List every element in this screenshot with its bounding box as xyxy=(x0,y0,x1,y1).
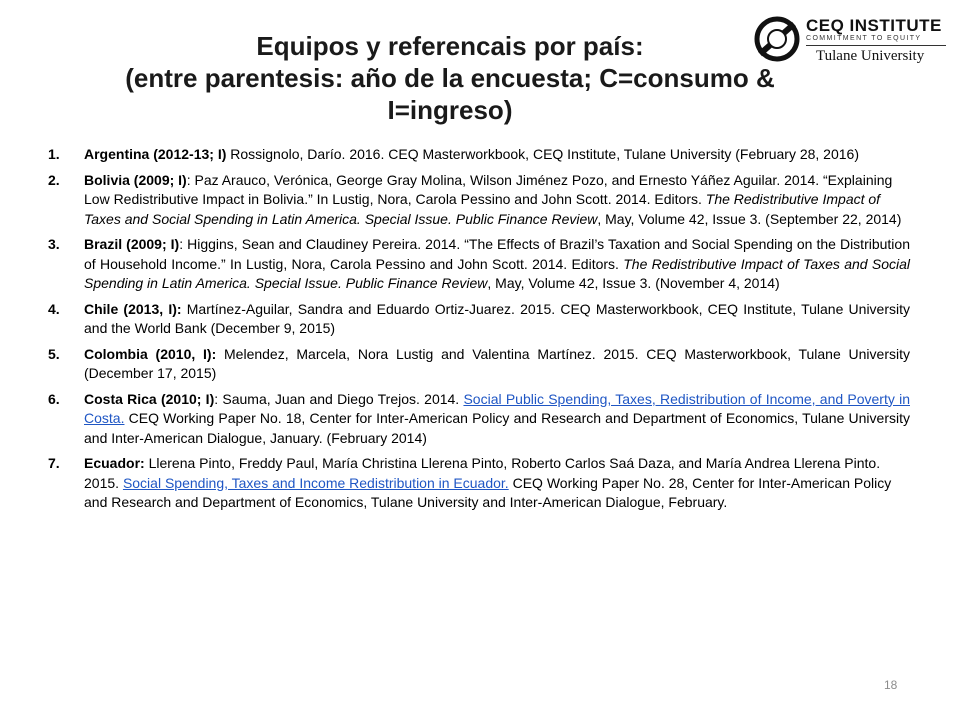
reference-number: 3. xyxy=(48,236,60,252)
reference-text: Rossignolo, Darío. 2016. CEQ Masterworkbook, CEQ Institute, Tulane University (February 28, 2016) xyxy=(226,146,859,162)
reference-text: Llerena Pinto, Freddy Paul, María Christina Llerena Pinto, Roberto Carlos Saá Daza, and María Andrea Llerena Pinto. 2015. xyxy=(84,455,881,491)
reference-item xyxy=(48,235,910,294)
reference-item xyxy=(48,300,910,339)
reference-item xyxy=(48,454,910,513)
title-line-3: I=ingreso) xyxy=(387,95,513,125)
page-number: 18 xyxy=(884,678,898,692)
reference-number: 2. xyxy=(48,171,60,188)
reference-country: Colombia (2010, I): xyxy=(84,345,217,362)
logo-divider xyxy=(806,45,946,46)
reference-text-end: , May, Volume 42, Issue 3. (September 22, 2014) xyxy=(597,210,902,227)
reference-number: 6. xyxy=(48,390,60,407)
ceq-seal-icon xyxy=(752,14,802,64)
logo-university: Tulane University xyxy=(816,48,925,64)
reference-item xyxy=(48,390,910,449)
slide-title xyxy=(80,30,820,126)
reference-number: 7. xyxy=(48,455,60,471)
reference-text: : Higgins, Sean and Claudiney Pereira. 2014. “The Effects of Brazil’s Taxation and Social Spending on the Distribution of Household Income.” In Lustig, Nora, Carola Pessino and John Scott. 2014. Editors. xyxy=(84,236,910,272)
reference-body xyxy=(84,145,910,165)
reference-text: Melendez, Marcela, Nora Lustig and Valentina Martínez. 2015. CEQ Masterworkbook, Tulane University (December 17, 2015) xyxy=(84,345,910,381)
reference-number: 4. xyxy=(48,300,60,317)
reference-body xyxy=(84,345,910,384)
logo-subtitle: COMMITMENT TO EQUITY xyxy=(806,35,922,42)
reference-text-end: , May, Volume 42, Issue 3. (November 4, 2014) xyxy=(487,275,780,291)
reference-number: 1. xyxy=(48,146,60,162)
reference-item xyxy=(48,171,910,230)
reference-number: 5. xyxy=(48,345,60,362)
reference-body xyxy=(84,454,910,513)
reference-text: : Paz Arauco, Verónica, George Gray Molina, Wilson Jiménez Pozo, and Ernesto Yáñez Aguilar. 2014. “Explaining Low Redistributive Impact in Bolivia.” In Lustig, Nora, Carola Pessino and John Scott. 2014. Editors. xyxy=(84,171,893,207)
title-line-1: Equipos y referencais por país: xyxy=(256,31,644,61)
logo-brand: CEQ INSTITUTE xyxy=(806,16,942,35)
reference-body xyxy=(84,390,910,449)
costa-rica-paper-link[interactable]: Social Public Spending, Taxes, Redistribution of Income, and Poverty in Costa. xyxy=(84,390,910,426)
reference-text: : Sauma, Juan and Diego Trejos. 2014. xyxy=(214,390,464,407)
reference-country: Bolivia (2009; I) xyxy=(84,171,187,188)
ceq-logo xyxy=(752,14,952,70)
ecuador-paper-link[interactable]: Social Spending, Taxes and Income Redistribution in Ecuador. xyxy=(122,474,509,491)
reference-text-end: CEQ Working Paper No. 28, Center for Inter-American Policy and Research and Department of Economics, Tulane University and Inter-American Dialogue, February. xyxy=(84,474,892,510)
reference-item xyxy=(48,345,910,384)
reference-body xyxy=(84,171,910,230)
title-line-2: (entre parentesis: año de la encuesta; C=consumo & xyxy=(125,63,775,93)
reference-journal: The Redistributive Impact of Taxes and Social Spending in Latin America. Special Issue. Public Finance Review xyxy=(84,191,881,227)
reference-item xyxy=(48,145,910,165)
reference-body xyxy=(84,235,910,294)
reference-country: Costa Rica (2010; I) xyxy=(84,390,215,407)
reference-body xyxy=(84,300,910,339)
reference-text: Martínez-Aguilar, Sandra and Eduardo Ortiz-Juarez. 2015. CEQ Masterworkbook, CEQ Institute, Tulane University and the World Bank (December 9, 2015) xyxy=(84,300,911,336)
reference-country: Ecuador: xyxy=(84,455,145,471)
reference-country: Argentina (2012-13; I) xyxy=(84,146,227,162)
reference-country: Chile (2013, I): xyxy=(84,300,182,317)
reference-list xyxy=(48,145,910,519)
reference-journal: The Redistributive Impact of Taxes and Social Spending in Latin America. Special Issue. Public Finance Review xyxy=(84,255,911,291)
reference-text-end: CEQ Working Paper No. 18, Center for Inter-American Policy and Research and Department of Economics, Tulane University and Inter-American Dialogue, January. (February 2014) xyxy=(84,410,910,446)
reference-country: Brazil (2009; I) xyxy=(84,236,180,252)
